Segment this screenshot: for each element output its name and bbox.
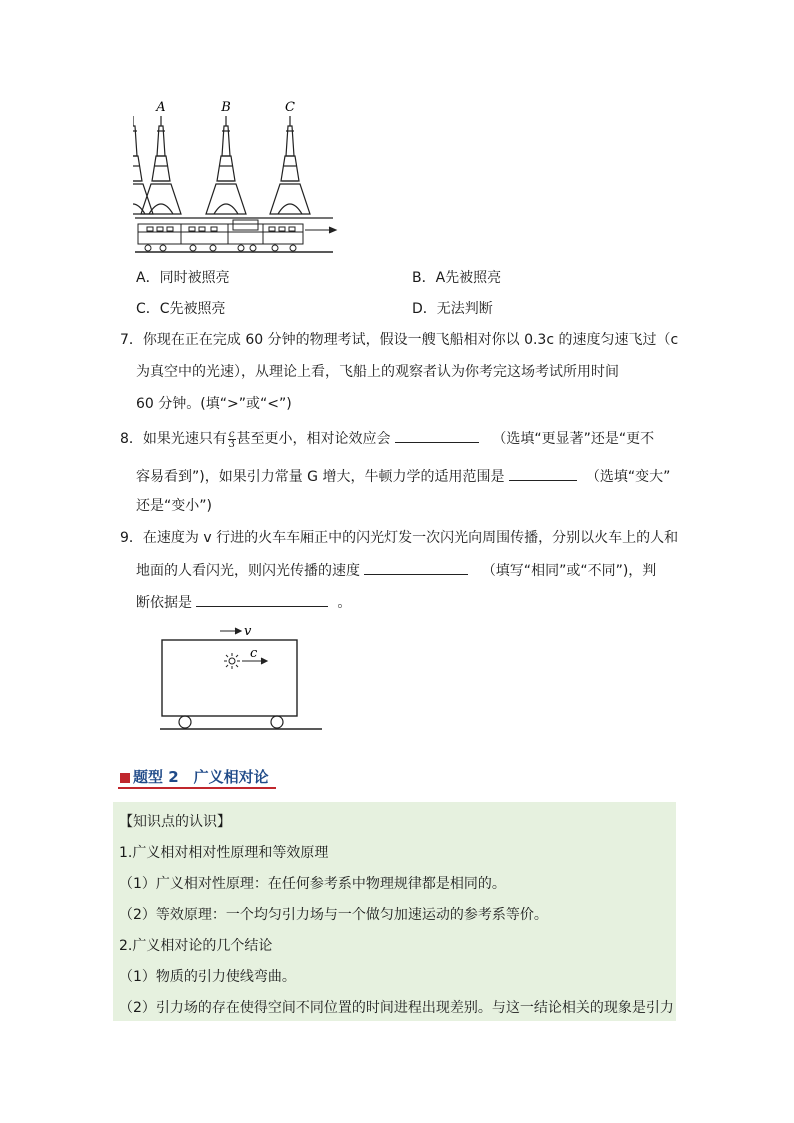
q7-line-2: 为真空中的光速），从理论上看，飞船上的观察者认为你考完这场考试所用时间: [136, 364, 619, 380]
q8-hint-2: （选填“变大”: [585, 469, 671, 485]
knowledge-line-4: 2.广义相对论的几个结论: [119, 938, 273, 954]
train-car-illustration: [150, 620, 330, 735]
q7-line-3: 60 分钟。(填“>”或“<”): [136, 396, 292, 412]
wheel-right: [271, 716, 283, 728]
q9-hint-1: （填写“相同”或“不同”)，判: [481, 563, 657, 579]
knowledge-line-3: （2）等效原理：一个均匀引力场与一个做匀加速运动的参考系等价。: [119, 907, 548, 923]
train-icon: [135, 220, 333, 252]
q9-line-3: [136, 592, 351, 613]
q9-period: 。: [337, 595, 352, 611]
knowledge-line-5: （1）物质的引力使线弯曲。: [119, 969, 296, 985]
fraction-denominator: 3: [228, 438, 235, 450]
q9-line2-text: 地面的人看闪光，则闪光传播的速度: [136, 563, 360, 579]
figure-towers-train: [133, 96, 343, 262]
train-car-body: [162, 640, 297, 716]
q8-hint-1: （选填“更显著”还是“更不: [492, 431, 655, 447]
figure-train-car: [150, 620, 330, 735]
knowledge-line-1: 1.广义相对相对性原理和等效原理: [119, 845, 329, 861]
knowledge-line-0: 【知识点的认识】: [119, 814, 231, 830]
q8-line-2: [136, 466, 670, 487]
q8-line-3: 还是“变小”): [136, 498, 212, 514]
light-speed-label: c: [250, 646, 258, 661]
velocity-arrow-icon: [220, 628, 241, 634]
q8-blank-2[interactable]: [509, 466, 577, 481]
section-heading: [120, 766, 269, 787]
tower-icon: [133, 116, 153, 214]
q9-blank-2[interactable]: [196, 592, 328, 607]
q7-line-1: 7．你现在正在完成 60 分钟的物理考试，假设一艘飞船相对你以 0.3c 的速度匀速飞过（c: [120, 332, 679, 348]
tower-label-c: C: [285, 100, 295, 115]
flash-lamp-icon: [224, 653, 240, 669]
knowledge-box: [113, 802, 676, 1021]
section-underline: [118, 787, 276, 789]
q9-line-2: [136, 560, 656, 581]
section-title: 题型 2 广义相对论: [133, 768, 269, 786]
option-d: D．无法判断: [412, 301, 493, 317]
knowledge-line-6: （2）引力场的存在使得空间不同位置的时间进程出现差别。与这一结论相关的现象是引力: [119, 1000, 674, 1016]
tower-label-b: B: [221, 100, 231, 115]
option-c: C．C先被照亮: [136, 301, 226, 317]
q9-line-1: 9．在速度为 v 行进的火车车厢正中的闪光灯发一次闪光向周围传播，分别以火车上的人和: [120, 530, 679, 546]
fraction-numerator: c: [228, 428, 235, 440]
velocity-label: v: [244, 624, 252, 639]
q8-after-frac: 甚至更小，相对论效应会: [236, 431, 391, 447]
q8-line-1: [120, 428, 654, 449]
direction-arrow-icon: [305, 227, 336, 233]
q8-blank-1[interactable]: [395, 428, 479, 443]
wheel-left: [179, 716, 191, 728]
knowledge-line-2: （1）广义相对性原理：在任何参考系中物理规律都是相同的。: [119, 876, 506, 892]
option-a: A．同时被照亮: [136, 270, 230, 286]
fraction-c-over-3: [228, 430, 236, 449]
q9-blank-1[interactable]: [364, 560, 468, 575]
q8-line2-text: 容易看到”)，如果引力常量 G 增大，牛顿力学的适用范围是: [136, 469, 505, 485]
q9-line3-text: 断依据是: [136, 595, 192, 611]
section-marker-icon: [120, 773, 130, 783]
towers-train-illustration: [133, 96, 343, 262]
q8-prefix: 8．如果光速只有: [120, 431, 227, 447]
option-b: B．A先被照亮: [412, 270, 502, 286]
tower-label-a: A: [156, 100, 166, 115]
